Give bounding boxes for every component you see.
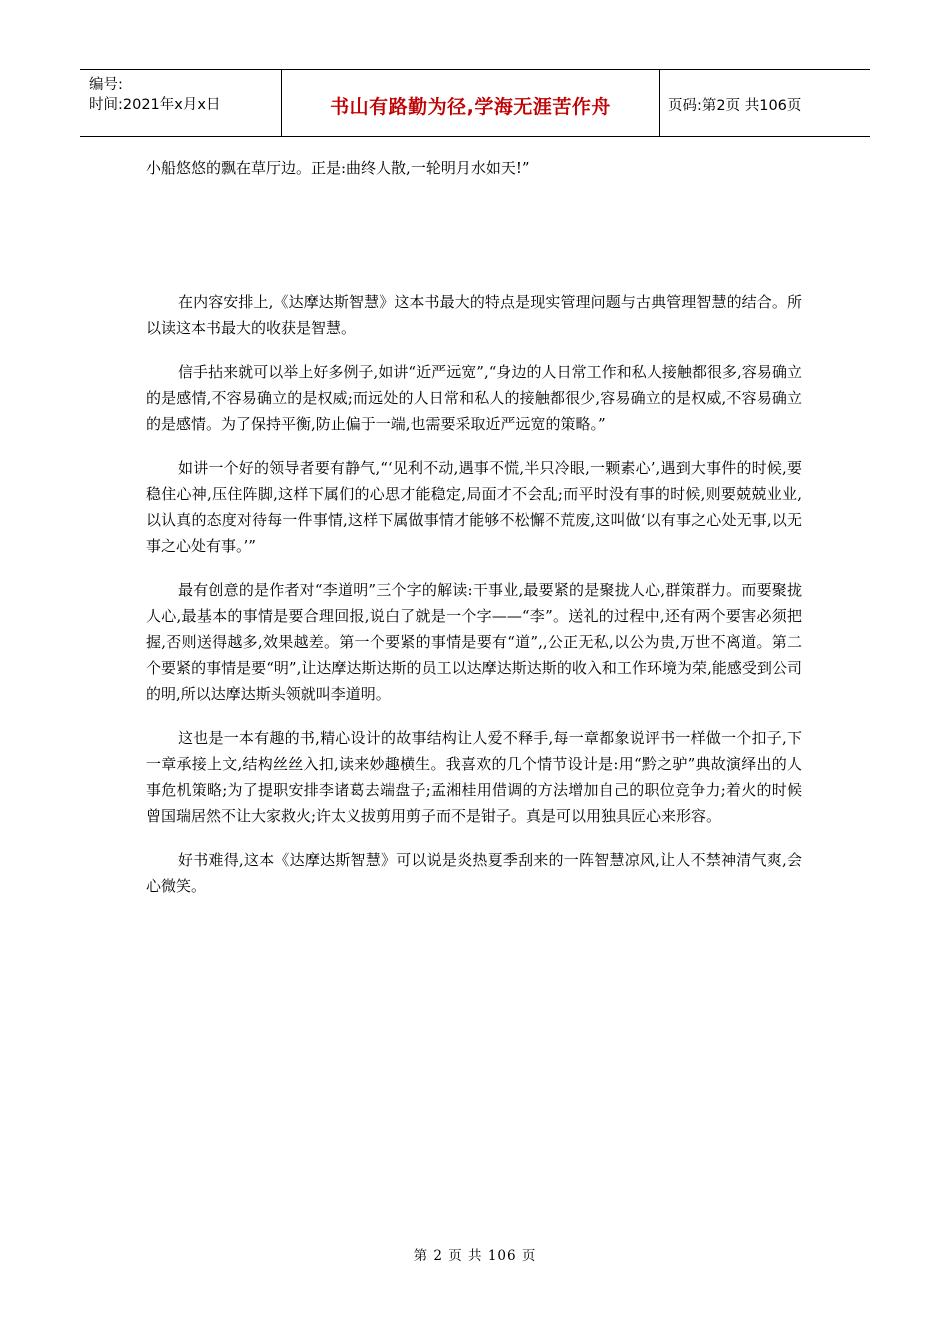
page-header xyxy=(80,69,870,137)
document-date: 时间:2021年x月x日 xyxy=(89,97,221,113)
body-paragraph-2: 信手拈来就可以举上好多例子,如讲“近严远宽”,“身边的人日常工作和私人接触都很多,容易确立的是感情,不容易确立的是权威;而远处的人日常和私人的接触都很少,容易确立的是权威,不容易确立的是感情。为了保持平衡,防止偏于一端,也需要采取近严远宽的策略。” xyxy=(146,363,802,433)
body-paragraph-4: 最有创意的是作者对“李道明”三个字的解读:干事业,最要紧的是聚拢人心,群策群力。而要聚拢人心,最基本的事情是要合理回报,说白了就是一个字——“李”。送礼的过程中,还有两个要害必须把握,否则送得越多,效果越差。第一个要紧的事情是要有“道”,,公正无私,以公为贵,万世不离道。第二个要紧的事情是要“明”,让达摩达斯达斯的员工以达摩达斯达斯的收入和工作环境为荣,能感受到公司的明,所以达摩达斯头领就叫李道明。 xyxy=(146,581,802,703)
header-meta-cell xyxy=(80,70,282,136)
header-motto-cell xyxy=(282,70,660,136)
page-footer: 第 2 页 共 106 页 xyxy=(413,1248,537,1264)
document-number-label: 编号: xyxy=(89,77,123,93)
body-paragraph-6: 好书难得,这本《达摩达斯智慧》可以说是炎热夏季刮来的一阵智慧凉风,让人不禁神清气爽,会心微笑。 xyxy=(146,851,802,895)
body-paragraph-3: 如讲一个好的领导者要有静气,“‘见利不动,遇事不慌,半只冷眼,一颗素心’,遇到大事件的时候,要稳住心神,压住阵脚,这样下属们的心思才能稳定,局面才不会乱;而平时没有事的时候,则要兢兢业业,以认真的态度对待每一件事情,这样下属做事情才能够不松懈不荒废,这叫做‘以有事之心处无事,以无事之心处有事。’” xyxy=(146,459,802,555)
header-page-info: 页码:第2页 共106页 xyxy=(668,98,802,114)
header-page-cell xyxy=(660,70,870,136)
body-paragraph-1: 在内容安排上,《达摩达斯智慧》这本书最大的特点是现实管理问题与古典管理智慧的结合。所以读这本书最大的收获是智慧。 xyxy=(146,293,802,337)
continuation-text: 小船悠悠的飘在草厅边。正是:曲终人散,一轮明月水如天!” xyxy=(146,159,530,177)
header-motto: 书山有路勤为径,学海无涯苦作舟 xyxy=(330,96,611,118)
document-body xyxy=(146,155,802,917)
body-paragraph-5: 这也是一本有趣的书,精心设计的故事结构让人爱不释手,每一章都象说评书一样做一个扣子,下一章承接上文,结构丝丝入扣,读来妙趣横生。我喜欢的几个情节设计是:用“黔之驴”典故演绎出的人事危机策略;为了提职安排李诸葛去端盘子;孟湘桂用借调的方法增加自己的职位竞争力;着火的时候曾国瑞居然不让大家救火;许太义拔剪用剪子而不是钳子。真是可以用独具匠心来形容。 xyxy=(146,729,802,825)
